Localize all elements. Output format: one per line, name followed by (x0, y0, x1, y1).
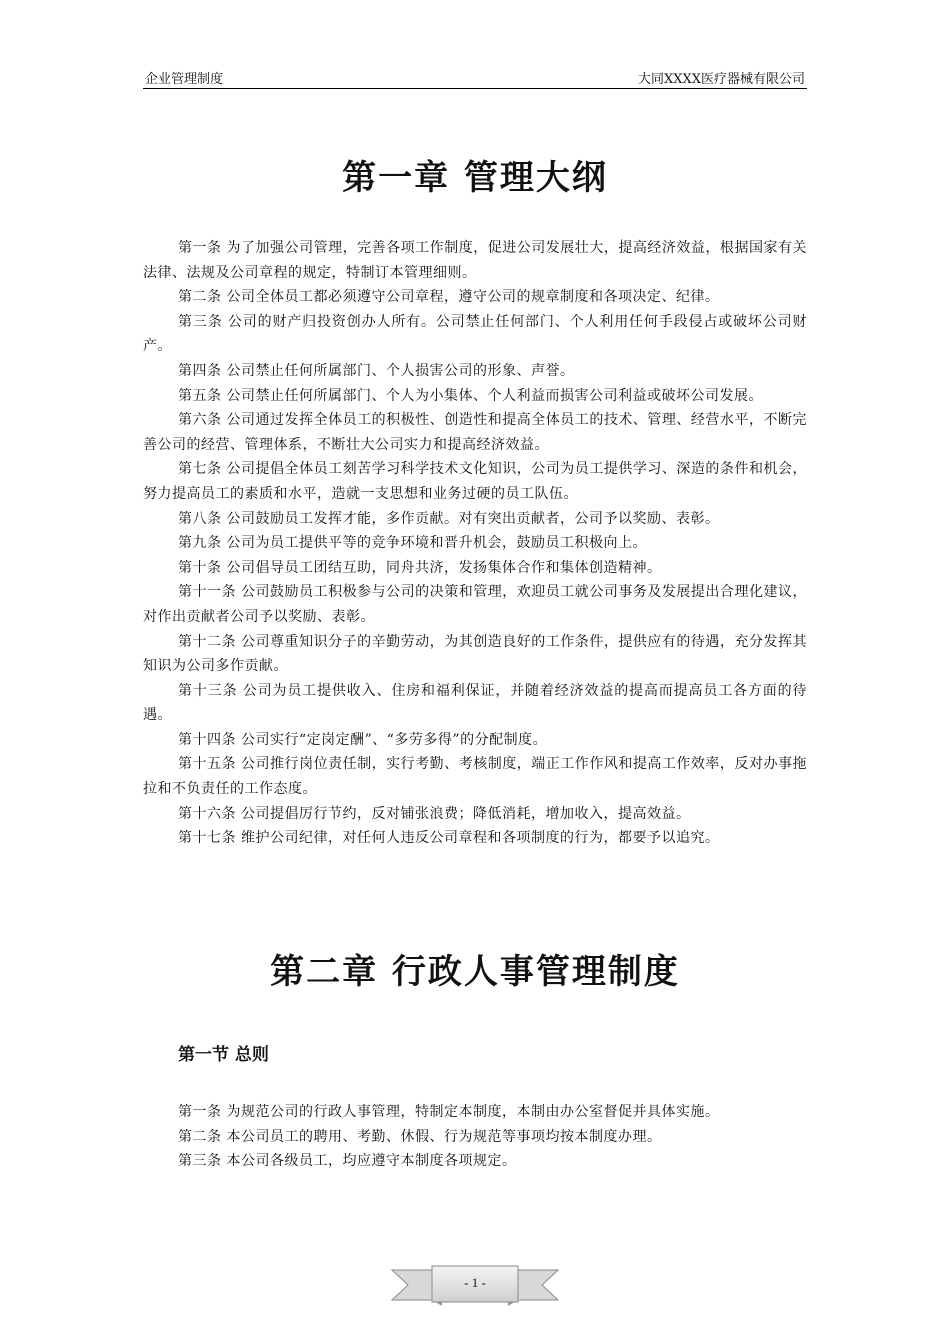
article-item: 第十四条 公司实行“定岗定酬”、“多劳多得”的分配制度。 (178, 731, 548, 748)
page-number: - 1 - (464, 1275, 486, 1290)
header-company-name: 大同XXXX医疗器械有限公司 (637, 72, 805, 87)
article-item: 第十五条 公司推行岗位责任制，实行考勤、考核制度，端正工作作风和提高工作效率，反对办事拖拉和不负责任的工作态度。 (143, 756, 807, 798)
chapter-1-articles (143, 236, 807, 851)
article-item: 第十条 公司倡导员工团结互助，同舟共济，发扬集体合作和集体创造精神。 (178, 559, 662, 576)
article-item: 第十六条 公司提倡厉行节约，反对铺张浪费；降低消耗，增加收入，提高效益。 (178, 805, 691, 822)
article-item: 第十二条 公司尊重知识分子的辛勤劳动，为其创造良好的工作条件，提供应有的待遇，充分发挥其知识为公司多作贡献。 (143, 633, 807, 675)
section-1-title: 第一节 总则 (178, 1045, 269, 1065)
article-item: 第二条 本公司员工的聘用、考勤、休假、行为规范等事项均按本制度办理。 (178, 1128, 662, 1145)
article-item: 第三条 本公司各级员工，均应遵守本制度各项规定。 (178, 1153, 517, 1170)
page-header (143, 66, 807, 89)
article-item: 第四条 公司禁止任何所属部门、个人损害公司的形象、声誉。 (178, 362, 575, 379)
chapter-1-title: 第一章 管理大纲 (342, 158, 608, 198)
article-item: 第一条 为了加强公司管理，完善各项工作制度，促进公司发展壮大，提高经济效益，根据国家有关法律、法规及公司章程的规定，特制订本管理细则。 (143, 240, 807, 281)
article-item: 第五条 公司禁止任何所属部门、个人为小集体、个人利益而损害公司利益或破坏公司发展。 (178, 387, 763, 404)
section-1-articles (143, 1100, 807, 1174)
article-item: 第二条 公司全体员工都必须遵守公司章程，遵守公司的规章制度和各项决定、纪律。 (178, 289, 720, 306)
article-item: 第十一条 公司鼓励员工积极参与公司的决策和管理，欢迎员工就公司事务及发展提出合理化建议，对作出贡献者公司予以奖励、表彰。 (143, 584, 807, 625)
page-footer (390, 1262, 560, 1308)
chapter-2-title: 第二章 行政人事管理制度 (270, 952, 680, 992)
article-item: 第一条 为规范公司的行政人事管理，特制定本制度，本制由办公室督促并具体实施。 (178, 1104, 720, 1120)
article-item: 第八条 公司鼓励员工发挥才能，多作贡献。对有突出贡献者，公司予以奖励、表彰。 (178, 510, 720, 527)
article-item: 第十七条 维护公司纪律，对任何人违反公司章程和各项制度的行为，都要予以追究。 (178, 830, 720, 847)
article-item: 第十三条 公司为员工提供收入、住房和福利保证，并随着经济效益的提高而提高员工各方面的待遇。 (143, 682, 807, 724)
article-item: 第七条 公司提倡全体员工刻苦学习科学技术文化知识，公司为员工提供学习、深造的条件和机会，努力提高员工的素质和水平，造就一支思想和业务过硬的员工队伍。 (143, 461, 807, 502)
article-item: 第九条 公司为员工提供平等的竞争环境和晋升机会，鼓励员工积极向上。 (178, 535, 647, 552)
article-item: 第三条 公司的财产归投资创办人所有。公司禁止任何部门、个人利用任何手段侵占或破坏公司财产。 (143, 313, 807, 355)
header-company-doc-type: 企业管理制度 (145, 72, 224, 87)
article-item: 第六条 公司通过发挥全体员工的积极性、创造性和提高全体员工的技术、管理、经营水平，不断完善公司的经营、管理体系，不断壮大公司实力和提高经济效益。 (143, 412, 807, 453)
